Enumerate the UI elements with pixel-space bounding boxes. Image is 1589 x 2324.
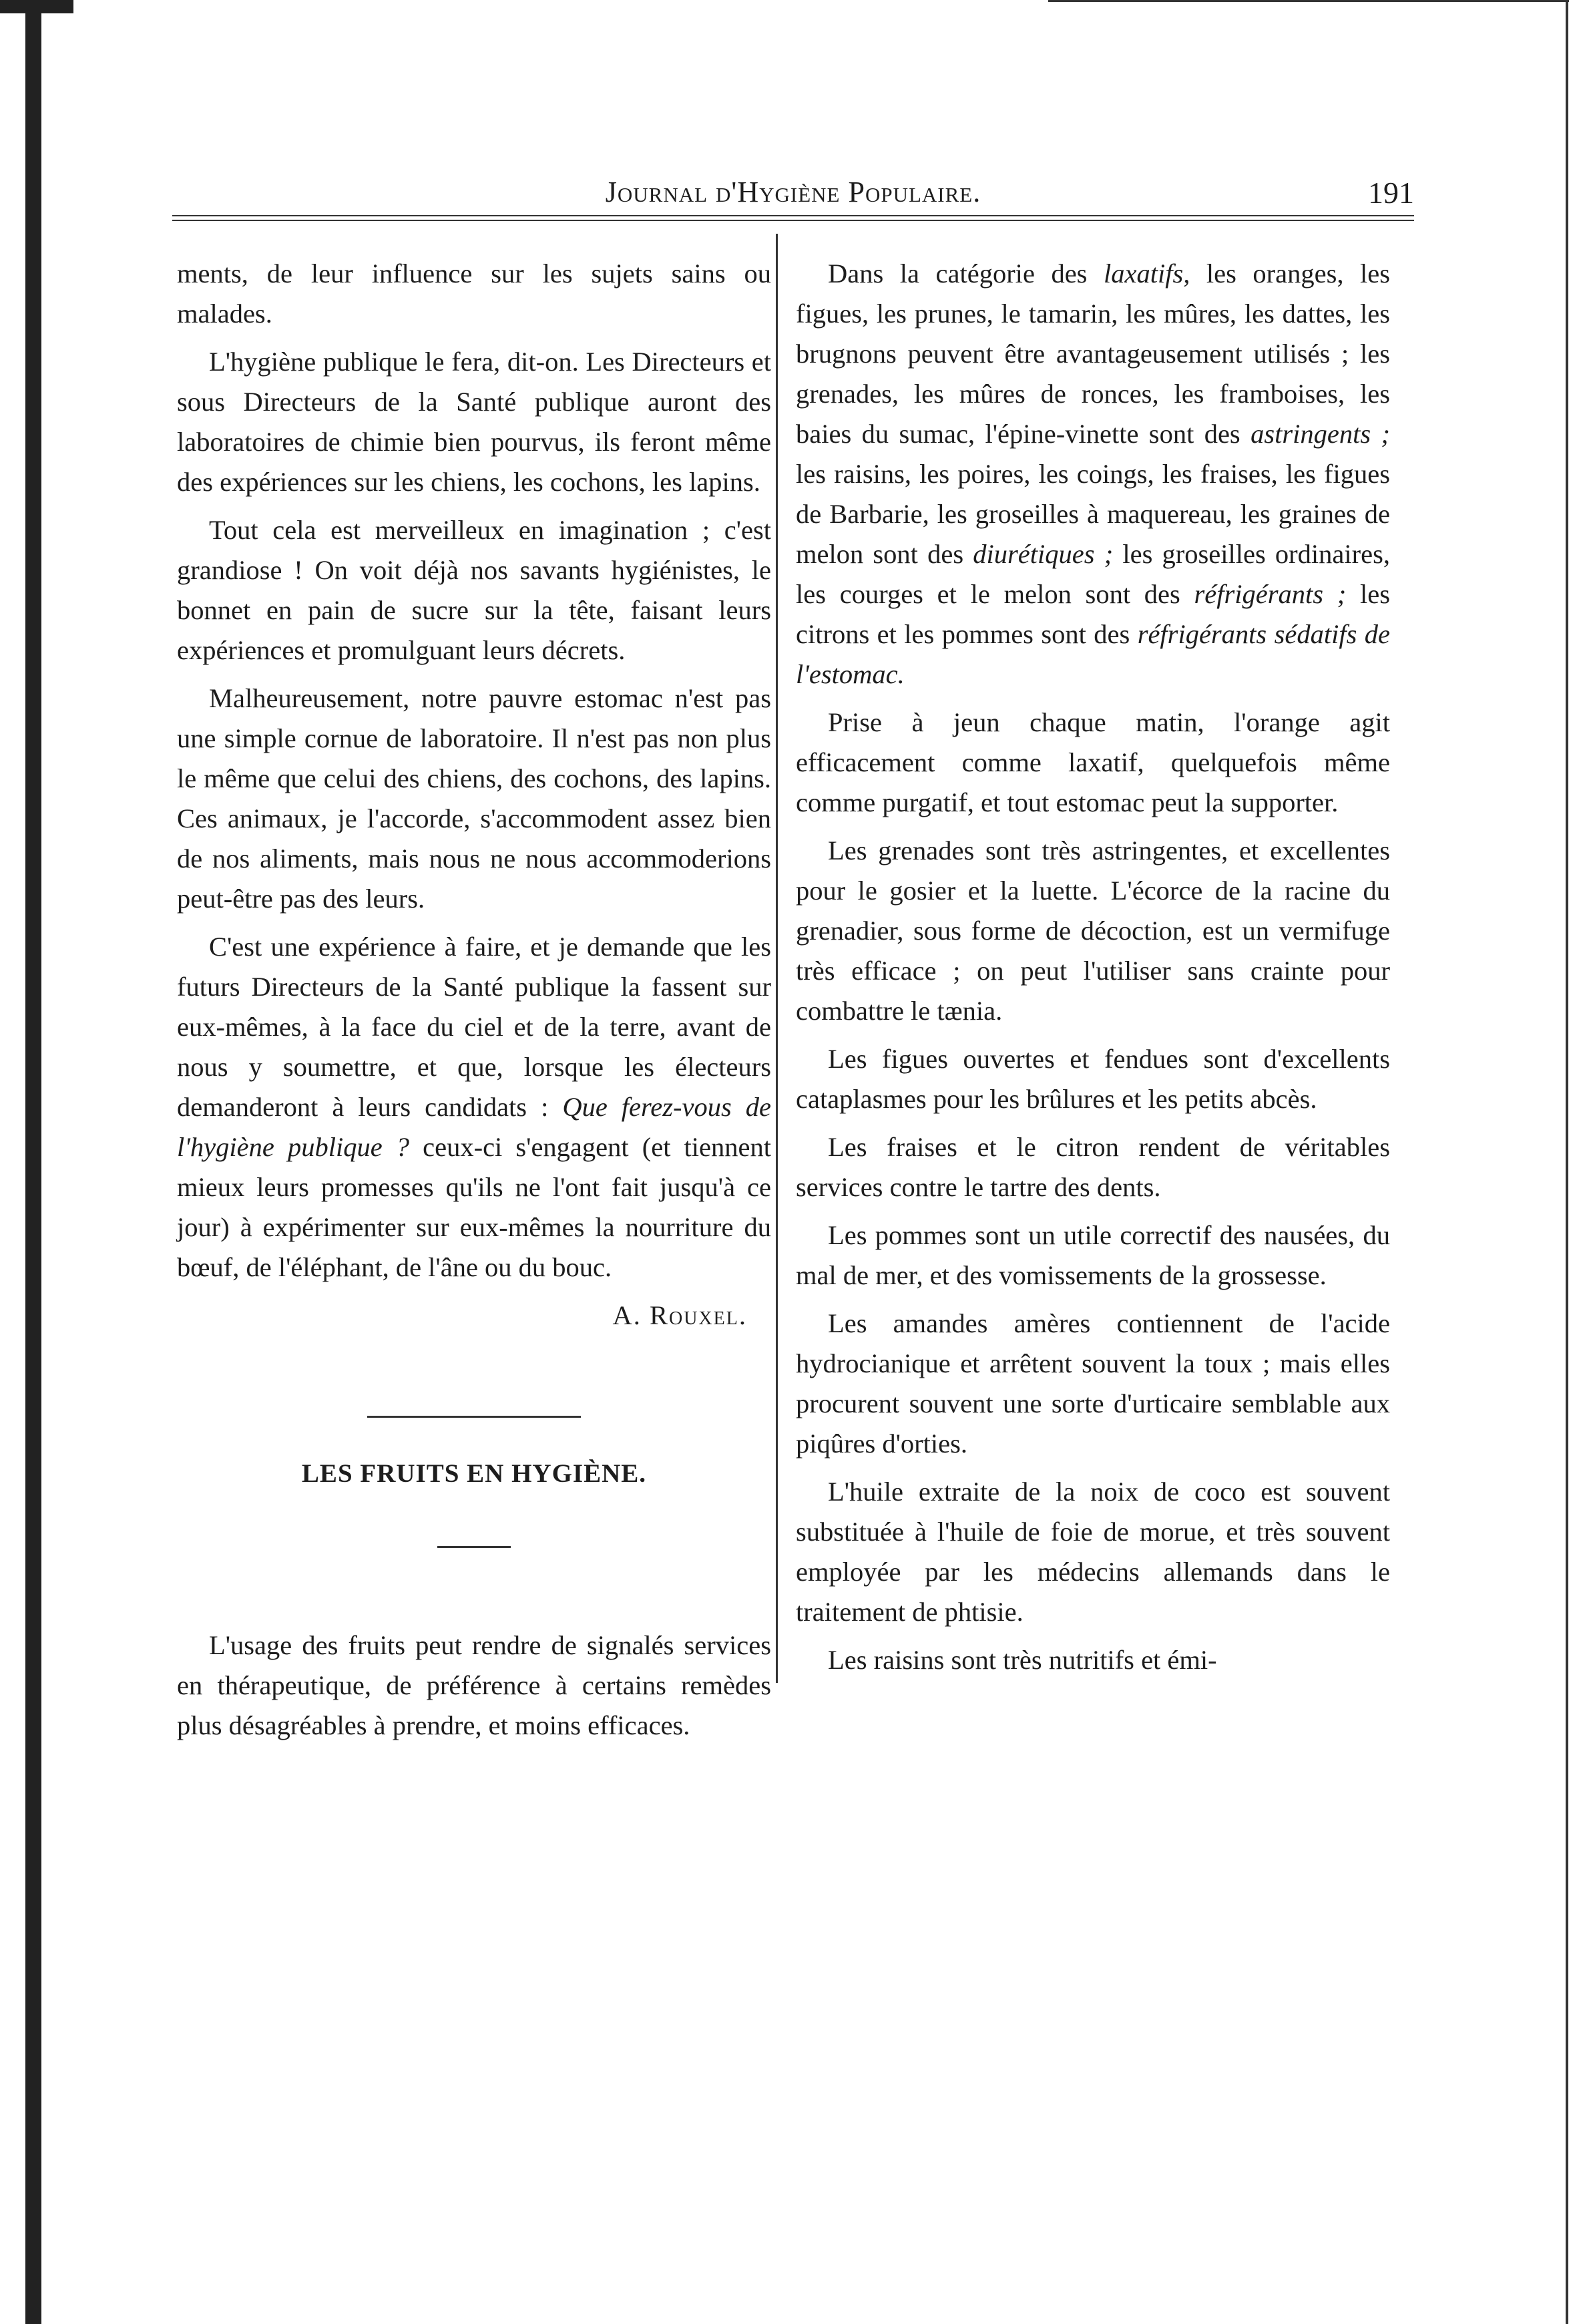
left-column xyxy=(177,254,771,1754)
italic-term: réfrigérants ; xyxy=(1194,579,1347,609)
right-column xyxy=(796,254,1390,1688)
section-title: LES FRUITS EN HYGIÈNE. xyxy=(301,1459,647,1488)
paragraph: Les grenades sont très astringentes, et excellentes pour le gosier et la luette. L'écorce de la racine du grenadier, sous forme de décoction, est un vermifuge très efficace ; on peut l'utiliser sans crainte pour combattre le tænia. xyxy=(796,835,1390,1026)
scan-border-top xyxy=(1048,0,1569,2)
paragraph-text: ceux-ci s'engagent (et tiennent mieux leurs promesses qu'ils ne l'ont fait jusqu'à ce jour) à expérimenter sur eux-mêmes la nourriture du bœuf, de l'éléphant, de l'âne ou du bouc. xyxy=(177,1132,772,1282)
paragraph: Les fraises et le citron rendent de véritables services contre le tartre des dents. xyxy=(796,1132,1390,1202)
italic-term: réfrigérants sédatifs de l'estomac. xyxy=(796,619,1391,689)
paragraph xyxy=(177,927,771,1288)
paragraph: Les raisins sont très nutritifs et émi- xyxy=(828,1645,1217,1675)
scan-binding-edge xyxy=(25,0,41,2324)
page-header xyxy=(172,166,1414,210)
italic-term: astringents ; xyxy=(1251,419,1390,449)
paragraph: L'hygiène publique le fera, dit-on. Les Directeurs et sous Directeurs de la Santé publique auront des laboratoires de chimie bien pourvus, ils feront même des expériences sur les chiens, les cochons, les lapins. xyxy=(177,347,771,497)
column-divider xyxy=(776,234,778,1683)
italic-term: laxatifs, xyxy=(1103,258,1190,288)
paragraph: Tout cela est merveilleux en imagination ; c'est grandiose ! On voit déjà nos savants hygiénistes, le bonnet en pain de sucre sur la tête, faisant leurs expériences et promulguant leurs décrets. xyxy=(177,515,771,665)
paragraph: Malheureusement, notre pauvre estomac n'est pas une simple cornue de laboratoire. Il n'est pas non plus le même que celui des chiens, des cochons, des lapins. Ces animaux, je l'accorde, s'accommodent assez bien de nos aliments, mais nous ne nous accommoderions peut-être pas des leurs. xyxy=(177,683,771,914)
title-separator xyxy=(437,1546,511,1548)
header-double-rule xyxy=(172,215,1414,221)
paragraph: Les pommes sont un utile correctif des nausées, du mal de mer, et des vomissements de la grossesse. xyxy=(796,1220,1390,1290)
paragraph: Dans la catégorie des laxatifs, les oranges, les figues, les prunes, le tamarin, les mûres, les dattes, les brugnons peuvent être avantageusement utilisés ; les grenades, les mûres de ronces, les framboises, les baies du sumac, l'épine-vinette sont des astringents ; les raisins, les poires, les coings, les fraises, les figues de Barbarie, les groseilles à maquereau, les graines de melon sont des diurétiques ; les groseilles ordinaires, les courges et le melon sont des réfrigérants ; les citrons et les pommes sont des réfrigérants sédatifs de l'estomac. xyxy=(796,258,1391,689)
page-number: 191 xyxy=(1368,176,1414,210)
italic-term: diurétiques ; xyxy=(973,539,1114,569)
paragraph: Prise à jeun chaque matin, l'orange agit efficacement comme laxatif, quelquefois même comme purgatif, et tout estomac peut la supporter. xyxy=(796,707,1390,817)
section-separator xyxy=(367,1416,581,1418)
italic-question: Que ferez-vous de l'hygiène publique ? xyxy=(177,1092,771,1162)
article-signature: A. Rouxel. xyxy=(612,1300,747,1330)
paragraph-text: C'est une expérience à faire, et je demande que les futurs Directeurs de la Santé publique la fassent sur eux-mêmes, à la face du ciel et de la terre, avant de nous y soumettre, et que, lorsque les électeurs demanderont à leurs candidats : xyxy=(177,932,771,1122)
scan-border-right xyxy=(1566,0,1568,2324)
paragraph: L'huile extraite de la noix de coco est souvent substituée à l'huile de foie de morue, et très souvent employée par les médecins allemands dans le traitement de phtisie. xyxy=(796,1477,1390,1627)
paragraph: Les figues ouvertes et fendues sont d'excellents cataplasmes pour les brûlures et les petits abcès. xyxy=(796,1044,1390,1114)
running-title: Journal d'Hygiène Populaire. xyxy=(605,176,981,208)
paragraph: ments, de leur influence sur les sujets sains ou malades. xyxy=(177,258,771,329)
paragraph: L'usage des fruits peut rendre de signalés services en thérapeutique, de préférence à certains remèdes plus désagréables à prendre, et moins efficaces. xyxy=(177,1630,771,1740)
scan-binding-corner xyxy=(0,0,73,13)
paragraph: Les amandes amères contiennent de l'acide hydrocianique et arrêtent souvent la toux ; mais elles procurent souvent une sorte d'urticaire semblable aux piqûres d'orties. xyxy=(796,1308,1390,1459)
